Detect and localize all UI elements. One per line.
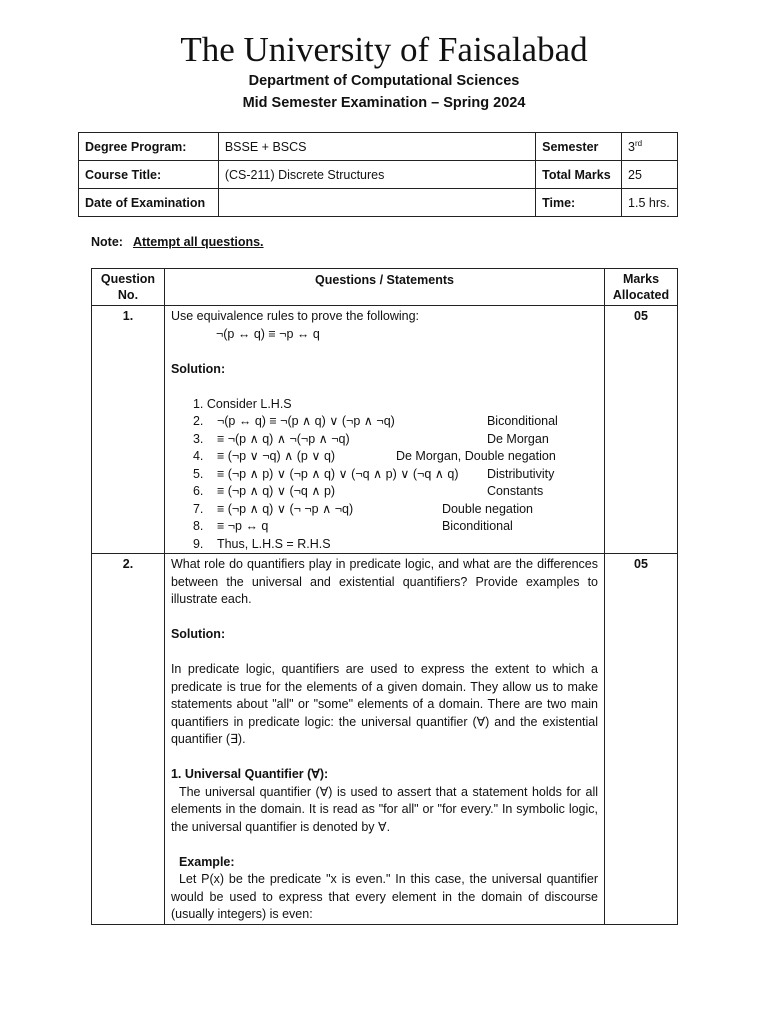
semester-suffix: rd	[635, 138, 643, 148]
solution-step	[171, 448, 598, 466]
exam-info-table	[78, 132, 678, 217]
step-justification: Biconditional	[486, 414, 558, 428]
question-marks: 05	[605, 306, 678, 554]
step-justification: De Morgan, Double negation	[395, 449, 556, 463]
time-value: 1.5 hrs.	[622, 189, 678, 217]
question-prompt: Use equivalence rules to prove the following:	[170, 309, 420, 323]
universal-quantifier-heading: 1. Universal Quantifier (∀):	[170, 767, 329, 781]
solution-step	[171, 501, 598, 519]
step-justification: Constants	[486, 484, 544, 498]
step-expression: ≡ ¬p ↔ q	[216, 519, 269, 533]
step-expression: ≡ (¬p ∧ p) ∨ (¬p ∧ q) ∨ (¬q ∧ p) ∨ (¬q ∧ q)	[216, 466, 459, 481]
semester-label: Semester	[536, 133, 622, 161]
semester-value	[622, 133, 678, 161]
step-expression: Thus, L.H.S = R.H.S	[216, 536, 331, 551]
step-number: 2.	[192, 414, 204, 428]
step-number: 5.	[192, 466, 204, 481]
step-number: 9.	[192, 536, 204, 551]
questions-header-row	[92, 269, 678, 306]
university-title: The University of Faisalabad	[180, 30, 588, 69]
question-number: 2.	[92, 554, 165, 925]
solution-step	[171, 431, 598, 449]
step-expression: Consider L.H.S	[206, 396, 292, 411]
semester-number: 3	[628, 140, 635, 155]
degree-program-label: Degree Program:	[79, 133, 219, 161]
solution-step	[171, 518, 598, 536]
question-no-header-line2: No.	[117, 288, 139, 302]
step-number: 8.	[192, 519, 204, 533]
step-expression: ≡ (¬p ∨ ¬q) ∧ (p ∨ q)	[216, 449, 336, 463]
universal-quantifier-text: The universal quantifier (∀) is used to assert that a statement holds for all elements in the domain. It is read as "for all" or "for every." In symbolic logic, the universal quantifier is denoted by ∀.	[170, 784, 599, 834]
exam-title: Mid Semester Examination – Spring 2024	[242, 95, 526, 111]
info-row	[79, 161, 678, 189]
total-marks-label: Total Marks	[536, 161, 622, 189]
step-justification: De Morgan	[486, 431, 549, 446]
note-label: Note:	[91, 235, 123, 249]
solution-label: Solution:	[170, 627, 226, 641]
department-title: Department of Computational Sciences	[248, 73, 520, 89]
question-body	[164, 554, 604, 925]
question-formula: ¬(p ↔ q) ≡ ¬p ↔ q	[215, 326, 320, 341]
course-title-value: (CS-211) Discrete Structures	[218, 161, 535, 189]
question-no-header	[92, 269, 165, 306]
step-justification: Biconditional	[441, 519, 513, 533]
step-expression: ≡ (¬p ∧ q) ∨ (¬ ¬p ∧ ¬q)	[216, 501, 354, 516]
step-expression: ≡ ¬(p ∧ q) ∧ ¬(¬p ∧ ¬q)	[216, 431, 350, 446]
question-body	[164, 306, 604, 554]
marks-header	[605, 269, 678, 306]
example-label: Example:	[178, 854, 235, 869]
question-no-header-line1: Question	[100, 272, 156, 286]
info-row	[79, 189, 678, 217]
step-number: 7.	[192, 501, 204, 516]
step-justification: Distributivity	[486, 466, 555, 481]
step-expression: ≡ (¬p ∧ q) ∨ (¬q ∧ p)	[216, 484, 336, 498]
exam-note	[91, 235, 264, 249]
marks-header-line2: Allocated	[612, 288, 670, 302]
step-expression: ¬(p ↔ q) ≡ ¬(p ∧ q) ∨ (¬p ∧ ¬q)	[216, 414, 395, 428]
question-number: 1.	[92, 306, 165, 554]
example-text: Let P(x) be the predicate "x is even." In this case, the universal quantifier would be used to express that every element in the domain of discourse (usually integers) is even:	[170, 872, 599, 921]
step-number: 4.	[192, 449, 204, 463]
exam-date-label: Date of Examination	[79, 189, 219, 217]
degree-program-value: BSSE + BSCS	[218, 133, 535, 161]
total-marks-value: 25	[622, 161, 678, 189]
marks-header-line1: Marks	[622, 272, 660, 286]
step-number: 6.	[192, 484, 204, 498]
solution-step	[171, 536, 598, 554]
question-marks: 05	[605, 554, 678, 925]
question-row	[92, 306, 678, 554]
solution-steps	[171, 396, 598, 554]
step-number: 3.	[192, 431, 204, 446]
info-row	[79, 133, 678, 161]
solution-step	[171, 396, 598, 414]
statements-header: Questions / Statements	[164, 269, 604, 306]
quantifier-intro-paragraph: In predicate logic, quantifiers are used to express the extent to which a predicate is true for the elements of a given domain. They allow us to make statements about "all" or "some" elements of a domain. There are two main quantifiers in predicate logic: the universal quantifier (∀) and the existential quantifier (∃).	[170, 662, 599, 746]
question-prompt: What role do quantifiers play in predicate logic, and what are the differences between the universal and existential quantifiers? Provide examples to illustrate each.	[170, 557, 599, 606]
solution-label: Solution:	[170, 361, 226, 376]
course-title-label: Course Title:	[79, 161, 219, 189]
solution-step	[171, 483, 598, 501]
exam-date-value	[218, 189, 535, 217]
time-label: Time:	[536, 189, 622, 217]
note-text: Attempt all questions.	[132, 235, 264, 249]
step-number: 1.	[192, 396, 204, 411]
solution-step	[171, 413, 598, 431]
questions-table	[91, 268, 678, 925]
question-row	[92, 554, 678, 925]
solution-step	[171, 466, 598, 484]
step-justification: Double negation	[441, 501, 533, 516]
